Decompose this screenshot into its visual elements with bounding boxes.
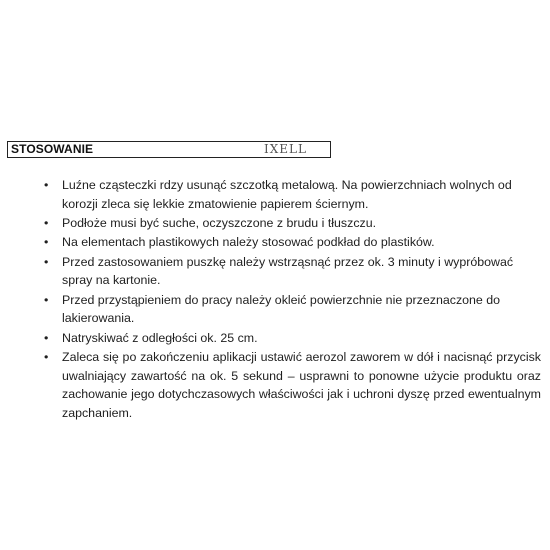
bullet-icon: • [44,178,49,192]
list-item [0,233,541,252]
bullet-icon: • [44,292,49,307]
list-item-text: Natryskiwać z odległości ok. 25 cm. [62,330,258,345]
bullet-icon: • [44,330,49,345]
list-item-text: Na elementach plastikowych należy stosować podkład do plastików. [62,235,435,250]
bullet-icon: • [44,254,49,269]
bullet-icon: • [44,215,49,230]
list-item-text: Luźne cząsteczki rdzy usunąć szczotką metalową. Na powierzchniach wolnych od korozji zleca się lekkie zmatowienie papierem ściernym. [62,178,512,211]
list-item [0,291,541,328]
list-item [0,176,541,213]
list-item [0,329,541,348]
list-item [0,348,541,422]
bullet-icon: • [44,350,49,365]
list-item [0,214,541,233]
list-item-text: Podłoże musi być suche, oczyszczone z brudu i tłuszczu. [62,215,377,230]
brand-logo: IXELL [264,142,307,156]
list-item-text: Przed przystąpieniem do pracy należy okleić powierzchnie nie przeznaczone do lakierowania. [62,292,501,326]
usage-instructions-list [0,176,550,423]
section-header [7,141,331,158]
bullet-icon: • [44,235,49,250]
list-item-text: Zaleca się po zakończeniu aplikacji ustawić aerozol zaworem w dół i nacisnąć przycisk uwalniający zawartość na ok. 5 sekund – usprawni to ponowne użycie produktu oraz zachowanie jego dotychczasowych właściwości jak i uchroni dyszę przed ewentualnym zapchaniem. [62,350,541,420]
list-item [0,253,541,290]
list-item-text: Przed zastosowaniem puszkę należy wstrząsnąć przez ok. 3 minuty i wypróbować spray na kartonie. [62,254,514,288]
section-title: STOSOWANIE [11,142,94,156]
